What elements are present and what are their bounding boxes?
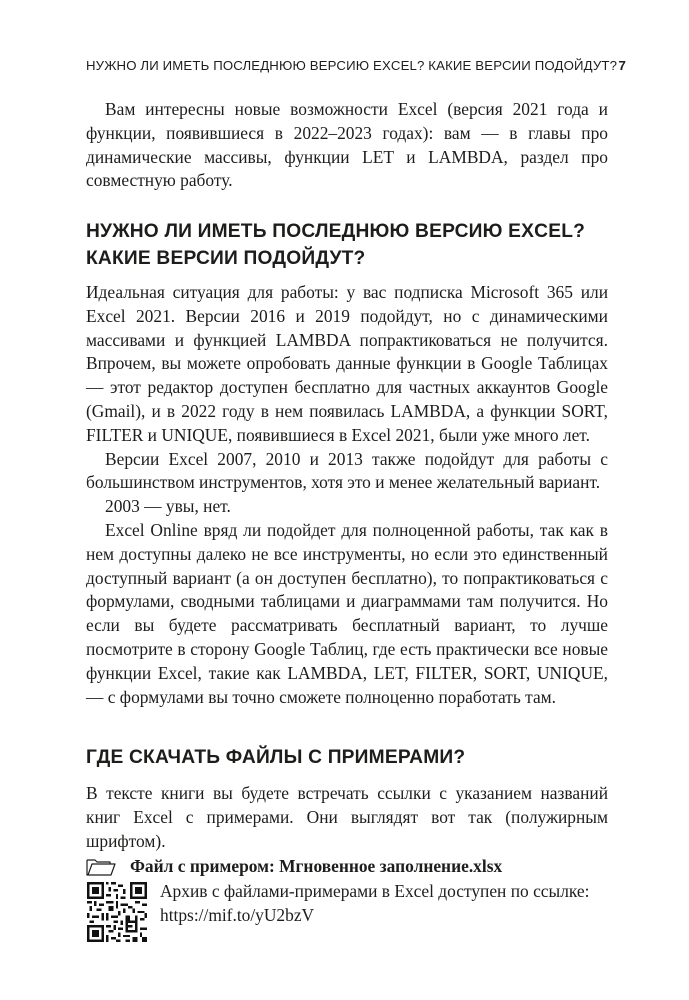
example-file-row [86,855,606,879]
versions-block [86,281,608,709]
paragraph: 2003 — увы, нет. [105,496,231,517]
archive-text: Архив с файлами-примерами в Excel доступен по ссылке: [160,881,590,901]
intro-block [86,98,608,193]
paragraph: Версии Excel 2007, 2010 и 2013 также подойдут для работы с большинством инструментов, хотя это и менее желательный вариант. [86,448,608,493]
paragraph: В тексте книги вы будете встречать ссылки с указанием названий книг Excel с примерами. Они выглядят вот так (полужирным шрифтом). [86,783,608,851]
running-header [86,58,634,73]
running-title: НУЖНО ЛИ ИМЕТЬ ПОСЛЕДНЮЮ ВЕРСИЮ EXCEL? КАКИЕ ВЕРСИИ ПОДОЙДУТ? [86,58,618,73]
section-heading-line: НУЖНО ЛИ ИМЕТЬ ПОСЛЕДНЮЮ ВЕРСИЮ EXCEL? [86,221,586,242]
archive-block [160,880,612,927]
downloads-block [86,782,608,853]
section-heading-versions [86,218,616,272]
paragraph: Идеальная ситуация для работы: у вас подписка Microsoft 365 или Excel 2021. Версии 2016 и 2019 подойдут, но с динамическими массивами и функцией LAMBDA попрактиковаться не получится. Впрочем, вы можете опробовать данные функции в Google Таблицах — этот редактор доступен бесплатно для частных аккаунтов Google (Gmail), и в 2022 году в нем появилась LAMBDA, а функции SORT, FILTER и UNIQUE, появившиеся в Excel 2021, были уже много лет. [86,282,608,445]
section-heading-downloads: ГДЕ СКАЧАТЬ ФАЙЛЫ С ПРИМЕРАМИ? [86,747,466,768]
page-number: 7 [618,58,626,73]
qr-code-icon [87,882,147,942]
example-file-label: Файл с примером: Мгновенное заполнение.xlsx [130,856,503,876]
archive-link[interactable]: https://mif.to/yU2bzV [160,904,315,925]
folder-outline-icon [86,857,116,877]
section-heading-line: КАКИЕ ВЕРСИИ ПОДОЙДУТ? [86,248,366,269]
intro-paragraph: Вам интересны новые возможности Excel (версия 2021 года и функции, появившиеся в 2022–2023 годах): вам — в главы про динамические массивы, функции LET и LAMBDA, раздел про совместную работу. [86,99,608,191]
paragraph: Excel Online вряд ли подойдет для полноценной работы, так как в нем доступны далеко не все инструменты, но если это единственный доступный вариант (а он доступен бесплатно), то попрактиковаться с формулами, сводными таблицами и диаграммами там получится. Но если вы будете рассматривать бесплатный вариант, то лучше посмотрите в сторону Google Таблиц, где есть практически все новые функции Excel, такие как LAMBDA, LET, FILTER, SORT, UNIQUE, — с формулами вы точно сможете полноценно поработать там. [86,519,608,707]
